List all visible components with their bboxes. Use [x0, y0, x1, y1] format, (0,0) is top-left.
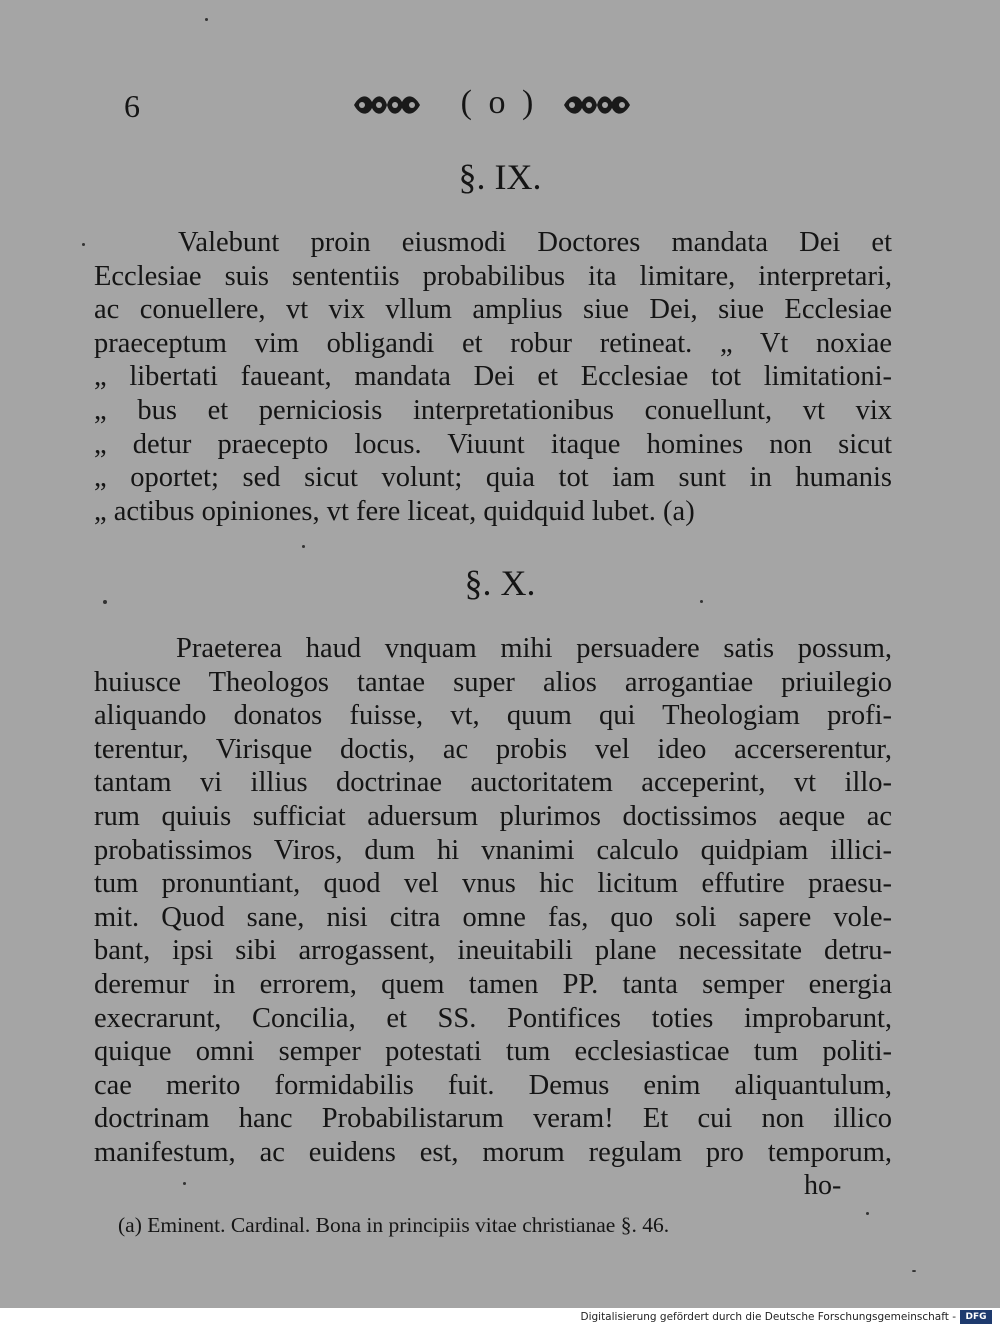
text-line: „ actibus opiniones, vt fere liceat, quidquid lubet. (a) — [94, 495, 695, 527]
text-line: mit. Quod sane, nisi citra omne fas, quo soli sapere vole- — [94, 901, 892, 933]
text-line: „ libertati faueant, mandata Dei et Ecclesiae tot limitationi- — [94, 361, 892, 393]
text-line: doctrinam hanc Probabilistarum veram! Et cui non illico — [94, 1103, 892, 1135]
footnote: (a) Eminent. Cardinal. Bona in principiis vitae christianae §. 46. — [118, 1213, 670, 1237]
text-line: execrarunt, Concilia, et SS. Pontifices toties improbarunt, — [94, 1002, 892, 1034]
text-line: praeceptum vim obligandi et robur retineat. „ Vt noxiae — [94, 327, 892, 359]
section-title-ix: §. IX. — [458, 157, 542, 197]
text-line: „ detur praecepto locus. Viuunt itaque homines non sicut — [94, 428, 892, 460]
text-line: tum pronuntiant, quod vel vnus hic licitum effutire praesu- — [94, 868, 892, 900]
text-line: „ oportet; sed sicut volunt; quia tot iam sunt in humanis — [94, 462, 892, 494]
scan-speck — [912, 1270, 916, 1272]
header-ornament-group — [350, 84, 640, 132]
text-line: terentur, Virisque doctis, ac probis vel ideo accerserentur, — [94, 733, 892, 765]
scan-speck — [866, 1212, 869, 1215]
footer-bar — [0, 1308, 1000, 1327]
right-ornament-icon — [562, 92, 632, 118]
scan-speck — [82, 243, 85, 246]
text-line: huiusce Theologos tantae super alios arrogantiae priuilegio — [94, 666, 892, 698]
text-line: cae merito formidabilis fuit. Demus enim aliquantulum, — [94, 1069, 892, 1101]
section-ix-paragraph — [94, 226, 892, 528]
scan-speck — [302, 545, 305, 548]
catchword: ho- — [804, 1170, 842, 1201]
text-line: ac conuellere, vt vix vllum amplius siue Dei, siue Ecclesiae — [94, 294, 892, 326]
text-line: „ bus et perniciosis interpretationibus conuellunt, vt vix — [94, 394, 892, 426]
text-line: quique omni semper potestati tum ecclesiasticae tum politi- — [94, 1036, 892, 1068]
funding-notice: Digitalisierung gefördert durch die Deutsche Forschungsgemeinschaft - — [580, 1311, 956, 1323]
header-center-mark: ( o ) — [460, 84, 538, 121]
text-line: Valebunt proin eiusmodi Doctores mandata Dei et — [178, 227, 892, 258]
text-line: rum quiuis sufficiat aduersum plurimos doctissimos aeque ac — [94, 800, 892, 832]
scan-speck — [205, 18, 208, 21]
scan-speck — [700, 600, 703, 603]
scan-speck — [103, 600, 107, 604]
text-line: aliquando donatos fuisse, vt, quum qui Theologiam profi- — [94, 700, 892, 732]
text-line: Praeterea haud vnquam mihi persuadere satis possum, — [176, 633, 892, 664]
section-x-paragraph — [94, 632, 892, 1170]
dfg-logo-icon: DFG — [960, 1310, 992, 1324]
scan-speck — [183, 1182, 186, 1185]
text-line: probatissimos Viros, dum hi vnanimi calculo quidpiam illici- — [94, 834, 892, 866]
text-line: tantam vi illius doctrinae auctoritatem acceperint, vt illo- — [94, 767, 892, 799]
left-ornament-icon — [352, 92, 422, 118]
text-line: bant, ipsi sibi arrogassent, ineuitabili plane necessitate detru- — [94, 935, 892, 967]
text-line: manifestum, ac euidens est, morum regulam pro temporum, — [94, 1136, 892, 1168]
section-title-x: §. X. — [464, 563, 536, 603]
page-number: 6 — [124, 88, 140, 124]
text-line: deremur in errorem, quem tamen PP. tanta semper energia — [94, 968, 892, 1000]
text-line: Ecclesiae suis sententiis probabilibus ita limitare, interpretari, — [94, 260, 892, 292]
